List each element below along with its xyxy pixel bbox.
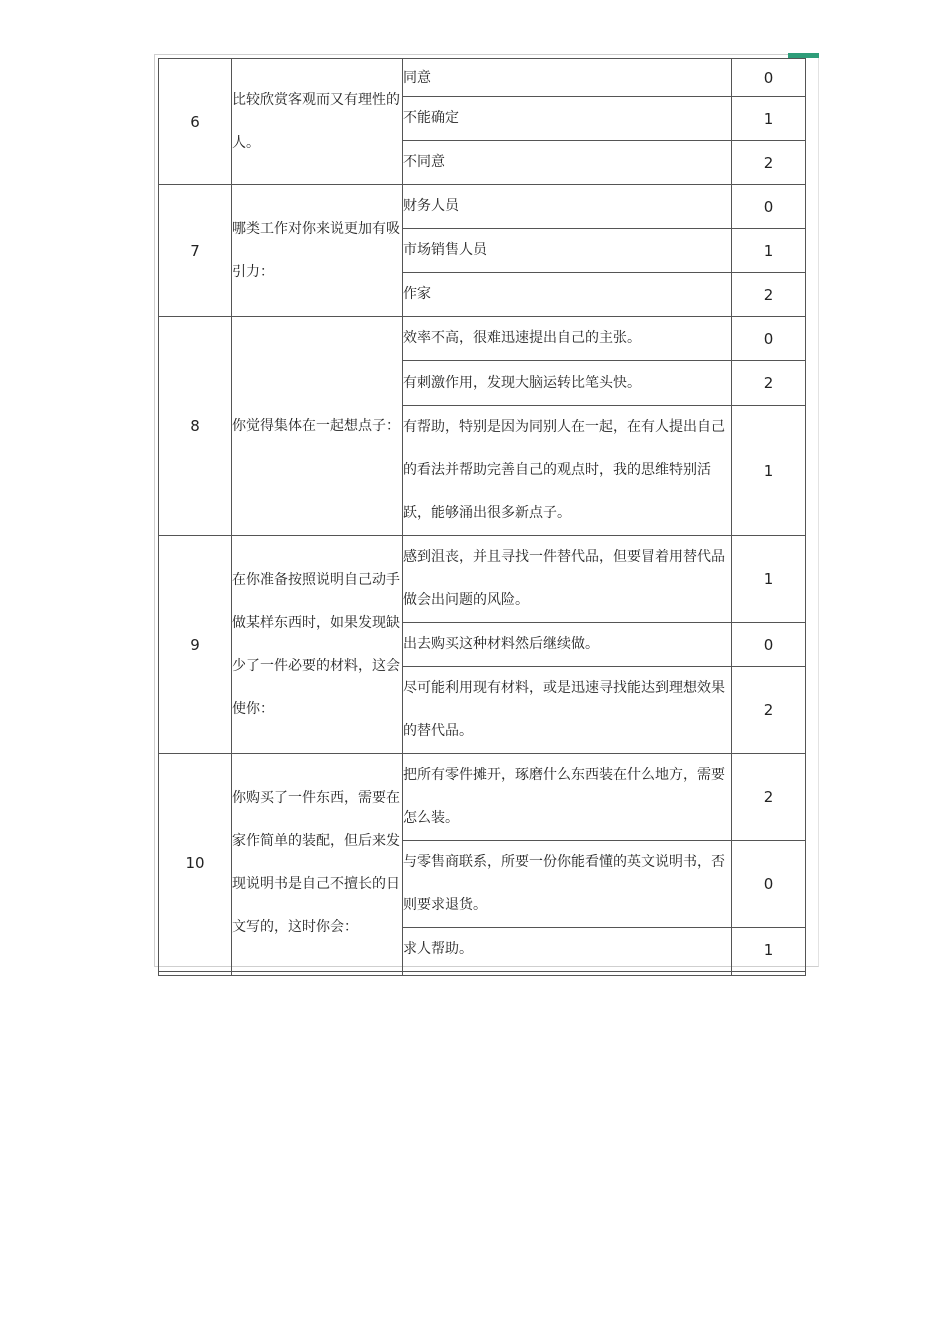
- option-score: 1: [732, 928, 806, 972]
- option-label: 感到沮丧，并且寻找一件替代品，但要冒着用替代品做会出问题的风险。: [403, 536, 732, 623]
- option-score: 0: [732, 841, 806, 928]
- table-cell: [159, 972, 232, 976]
- table-cell: [232, 972, 403, 976]
- question-text: 在你准备按照说明自己动手做某样东西时，如果发现缺少了一件必要的材料，这会使你：: [232, 536, 403, 754]
- option-score: 1: [732, 536, 806, 623]
- option-score: 1: [732, 406, 806, 536]
- table-row: [159, 59, 806, 97]
- option-score: 0: [732, 317, 806, 361]
- option-score: 2: [732, 273, 806, 317]
- question-text: 哪类工作对你来说更加有吸引力：: [232, 185, 403, 317]
- option-label: 效率不高，很难迅速提出自己的主张。: [403, 317, 732, 361]
- option-score: 1: [732, 229, 806, 273]
- question-number: 9: [159, 536, 232, 754]
- option-score: 2: [732, 361, 806, 406]
- option-score: 0: [732, 623, 806, 667]
- question-text: 你购买了一件东西，需要在家作简单的装配，但后来发现说明书是自己不擅长的日文写的，这时你会：: [232, 754, 403, 972]
- option-label: 出去购买这种材料然后继续做。: [403, 623, 732, 667]
- option-label: 求人帮助。: [403, 928, 732, 972]
- option-score: 1: [732, 97, 806, 141]
- option-label: 同意: [403, 59, 732, 97]
- question-text: 比较欣赏客观而又有理性的人。: [232, 59, 403, 185]
- option-label: 有刺激作用，发现大脑运转比笔头快。: [403, 361, 732, 406]
- option-label: 不能确定: [403, 97, 732, 141]
- table-row-clipped: [159, 972, 806, 976]
- question-number: 8: [159, 317, 232, 536]
- option-score: 0: [732, 59, 806, 97]
- option-label: 尽可能利用现有材料，或是迅速寻找能达到理想效果的替代品。: [403, 667, 732, 754]
- option-label: 有帮助，特别是因为同别人在一起，在有人提出自己的看法并帮助完善自己的观点时，我的思维特别活跃，能够涌出很多新点子。: [403, 406, 732, 536]
- table-row: [159, 317, 806, 361]
- table-cell: [732, 972, 806, 976]
- question-text: 你觉得集体在一起想点子：: [232, 317, 403, 536]
- question-number: 10: [159, 754, 232, 972]
- option-label: 与零售商联系，所要一份你能看懂的英文说明书，否则要求退货。: [403, 841, 732, 928]
- option-label: 作家: [403, 273, 732, 317]
- option-score: 2: [732, 141, 806, 185]
- option-score: 2: [732, 667, 806, 754]
- question-number: 6: [159, 59, 232, 185]
- option-score: 0: [732, 185, 806, 229]
- table-cell: [403, 972, 732, 976]
- option-label: 财务人员: [403, 185, 732, 229]
- table-row: [159, 536, 806, 623]
- option-label: 把所有零件摊开，琢磨什么东西装在什么地方，需要怎么装。: [403, 754, 732, 841]
- option-label: 不同意: [403, 141, 732, 185]
- survey-table: [158, 58, 806, 976]
- question-number: 7: [159, 185, 232, 317]
- option-score: 2: [732, 754, 806, 841]
- table-row: [159, 185, 806, 229]
- option-label: 市场销售人员: [403, 229, 732, 273]
- table-row: [159, 754, 806, 841]
